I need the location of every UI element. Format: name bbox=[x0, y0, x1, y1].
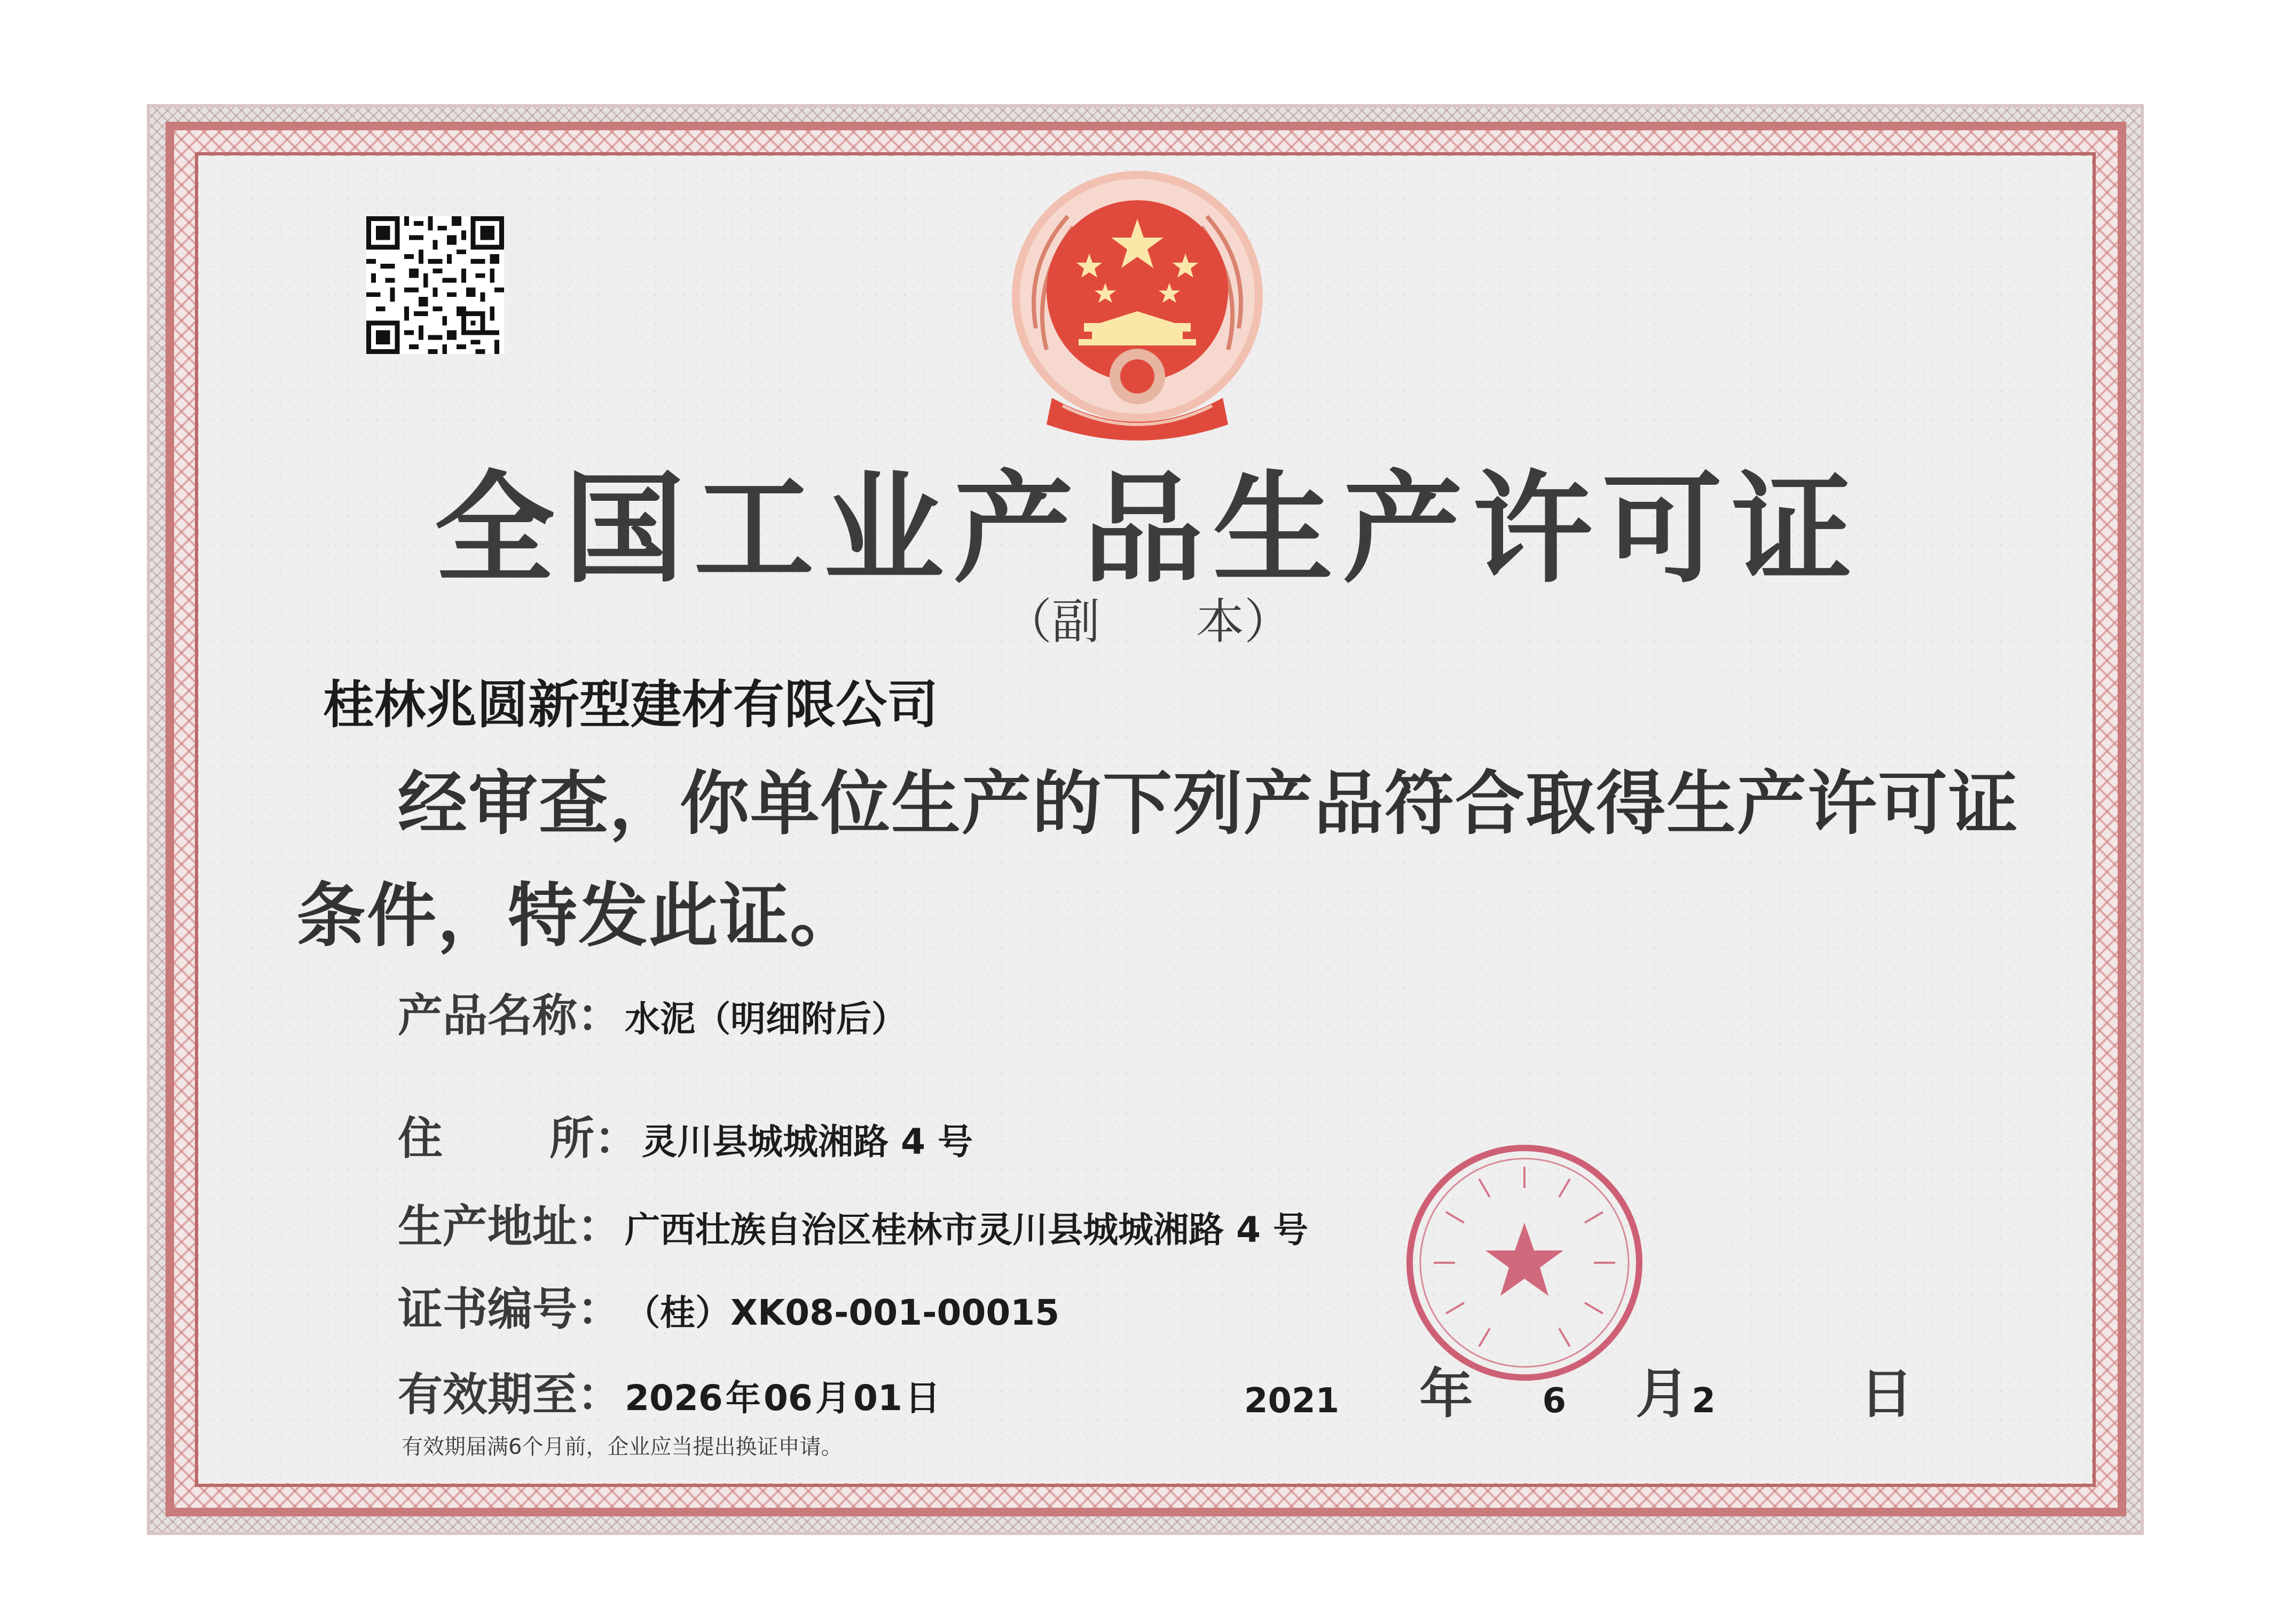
valid-year: 2026 bbox=[625, 1378, 723, 1419]
cert-number-row bbox=[398, 1282, 1060, 1335]
certificate-title: 全国工业产品生产许可证 bbox=[434, 460, 1862, 600]
product-label: 产品名称： bbox=[398, 989, 623, 1042]
certificate-subtitle: （副 本） bbox=[1004, 594, 1292, 650]
company-name: 桂林兆圆新型建材有限公司 bbox=[323, 675, 938, 735]
address-label-right: 所： bbox=[549, 1112, 640, 1164]
official-seal-icon bbox=[1399, 1137, 1650, 1388]
production-address-value: 广西壮族自治区桂林市灵川县城城湘路 4 号 bbox=[625, 1209, 1308, 1250]
issue-year-unit: 年 bbox=[1419, 1362, 1473, 1425]
issue-year: 2021 bbox=[1244, 1381, 1340, 1421]
production-address-row bbox=[398, 1200, 1308, 1253]
address-value: 灵川县城城湘路 4 号 bbox=[642, 1121, 973, 1162]
cert-number-value: （桂）XK08-001-00015 bbox=[625, 1292, 1060, 1333]
valid-until-row bbox=[398, 1368, 940, 1421]
valid-year-unit: 年 bbox=[725, 1378, 761, 1419]
statement-line-1: 经审查，你单位生产的下列产品符合取得生产许可证 bbox=[398, 762, 2019, 844]
cert-number-label: 证书编号： bbox=[398, 1282, 623, 1335]
valid-month: 06 bbox=[764, 1378, 813, 1419]
renewal-note: 有效期届满6个月前，企业应当提出换证申请。 bbox=[402, 1435, 843, 1459]
product-value: 水泥（明细附后） bbox=[625, 998, 907, 1040]
valid-day-unit: 日 bbox=[905, 1378, 940, 1419]
qr-code-icon bbox=[366, 216, 504, 354]
valid-until-label: 有效期至： bbox=[398, 1368, 623, 1421]
national-emblem-icon bbox=[1004, 168, 1271, 451]
address-label-left: 住 bbox=[398, 1112, 443, 1164]
statement-line-2: 条件，特发此证。 bbox=[296, 875, 861, 956]
issue-month-unit: 月 bbox=[1635, 1362, 1689, 1425]
production-address-label: 生产地址： bbox=[398, 1200, 623, 1253]
valid-month-unit: 月 bbox=[815, 1378, 851, 1419]
issue-month: 6 bbox=[1542, 1381, 1567, 1421]
address-row bbox=[398, 1112, 973, 1164]
product-row bbox=[398, 989, 907, 1042]
issue-day: 2 bbox=[1692, 1381, 1716, 1421]
valid-day: 01 bbox=[853, 1378, 902, 1419]
issue-day-unit: 日 bbox=[1860, 1362, 1914, 1425]
